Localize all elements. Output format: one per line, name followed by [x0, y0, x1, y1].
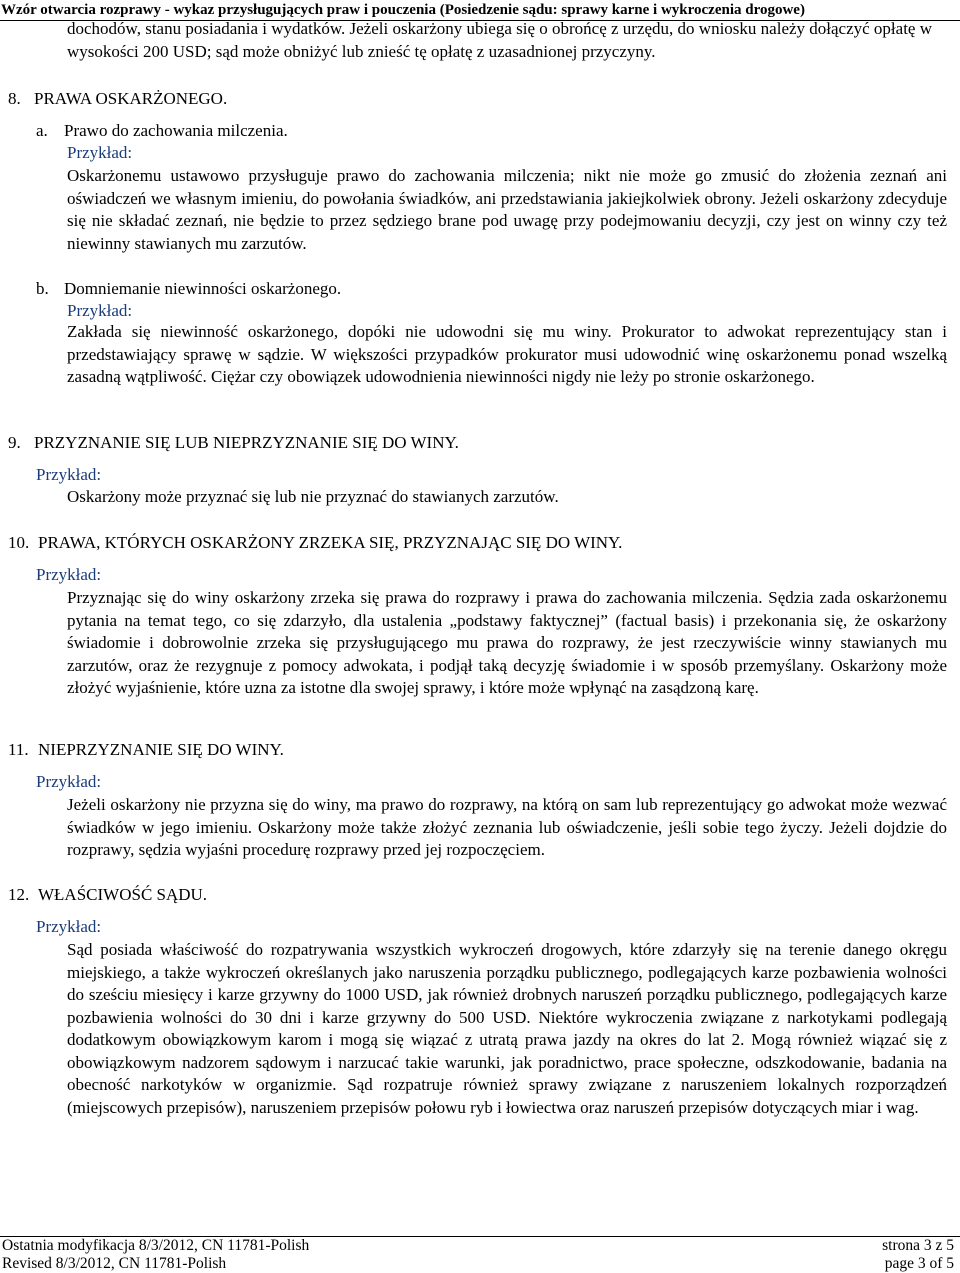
section-title: PRZYZNANIE SIĘ LUB NIEPRZYZNANIE SIĘ DO WINY. — [34, 433, 459, 452]
section-8-heading — [8, 88, 227, 110]
footer-revision-polish: Ostatnia modyfikacja 8/3/2012, CN 11781-Polish — [2, 1237, 310, 1254]
subsection-letter: b. — [36, 279, 49, 298]
example-label: Przykład: — [36, 465, 102, 484]
example-label: Przykład: — [36, 917, 102, 936]
example-label: Przykład: — [36, 565, 102, 584]
example-label: Przykład: — [36, 772, 102, 791]
section-number: 10. — [8, 533, 30, 552]
section-9-heading — [8, 432, 459, 454]
section-number: 11. — [8, 740, 29, 759]
section-11-text: Jeżeli oskarżony nie przyzna się do winy, ma prawo do rozprawy, na którą on sam lub reprezentujący go adwokat może wezwać świadków w jego imieniu. Oskarżony może także złożyć zeznania lub oświadczenie, jeśli sobie tego życzy. Jeżeli dojdzie do rozprawy, sędzia wyjaśni procedurę rozprawy przed jej rozpoczęciem. — [67, 795, 947, 859]
section-12-text: Sąd posiada właściwość do rozpatrywania wszystkich wykroczeń drogowych, które zdarzyły się na terenie danego okręgu miejskiego, a także wykroczeń określanych jako naruszenia porządku publicznego, podlegających karze pozbawienia wolności do sześciu miesięcy i karze grzywny do 1000 USD, jak również drobnych naruszeń porządku publicznego, podlegających karze pozbawienia wolności do 30 dni i karze grzywny do 500 USD. Niektóre wykroczenia związane z narkotykami podlegają dodatkowym obowiązkowym karom i mogą się wiązać z utratą prawa jazdy na okres do lat 2. Mogą również wiązać się z obowiązkowym nadzorem sądowym i narzucać takie warunki, jak poradnictwo, prace społeczne, odszkodowanie, badania na obecność narkotyków w organizmie. Sąd rozpatruje również sprawy związane z naruszeniem lokalnych rozporządzeń (miejscowych przepisów), naruszeniem przepisów połowu ryb i łowiectwa oraz naruszeń przepisów dotyczących miar i wag. — [67, 940, 947, 1117]
section-number: 12. — [8, 885, 30, 904]
section-title: NIEPRZYZNANIE SIĘ DO WINY. — [38, 740, 284, 759]
subsection-title: Prawo do zachowania milczenia. — [64, 121, 288, 140]
subsection-8a-heading — [36, 120, 288, 142]
document-title: Wzór otwarcia rozprawy - wykaz przysługujących praw i pouczenia (Posiedzenie sądu: sprawy karne i wykroczenia drogowe) — [1, 2, 805, 18]
intro-paragraph: dochodów, stanu posiadania i wydatków. Jeżeli oskarżony ubiega się o obrońcę z urzędu, do wniosku należy dołączyć opłatę w wysokości 200 USD; sąd może obniżyć lub znieść tę opłatę z uzasadnionej przyczyny. — [67, 19, 932, 61]
section-title: PRAWA, KTÓRYCH OSKARŻONY ZRZEKA SIĘ, PRZYZNAJĄC SIĘ DO WINY. — [38, 533, 623, 552]
footer-page-number — [754, 1237, 954, 1273]
footer-page-english: page 3 of 5 — [884, 1255, 954, 1272]
section-10-heading — [8, 532, 622, 554]
subsection-title: Domniemanie niewinności oskarżonego. — [64, 279, 342, 298]
section-number: 9. — [8, 433, 21, 452]
footer-page-polish: strona 3 z 5 — [882, 1237, 954, 1254]
subsection-8b-heading — [36, 278, 341, 300]
page-footer — [0, 1236, 960, 1273]
section-12-heading — [8, 884, 207, 906]
footer-revision-english: Revised 8/3/2012, CN 11781-Polish — [2, 1255, 227, 1272]
example-label: Przykład: — [67, 143, 133, 162]
section-11-heading — [8, 739, 284, 761]
section-8a-text: Oskarżonemu ustawowo przysługuje prawo do zachowania milczenia; nikt nie może go zmusić do złożenia zeznań ani oświadczeń we własnym imieniu, do powołania świadków, ani przedstawiania jakiejkolwiek obrony. Jeżeli oskarżony zdecyduje się nie składać zeznań, nie będzie to przez sędziego brane pod uwagę przy podejmowaniu decyzji, czy jest on winny czy też niewinny stawianych mu zarzutów. — [67, 166, 947, 253]
example-label: Przykład: — [67, 301, 133, 320]
section-title: PRAWA OSKARŻONEGO. — [34, 89, 228, 108]
section-8b-text: Zakłada się niewinność oskarżonego, dopóki nie udowodni się mu winy. Prokurator to adwokat reprezentujący stan i przedstawiający sprawę w sądzie. W większości przypadków prokurator musi udowodnić winę oskarżonemu ponad wszelką zasadną wątpliwość. Ciężar czy obowiązek udowodnienia niewinności nigdy nie leży po stronie oskarżonego. — [67, 322, 947, 386]
section-10-text: Przyznając się do winy oskarżony zrzeka się prawa do rozprawy i prawa do zachowania milczenia. Sędzia zada oskarżonemu pytania na temat tego, co się zdarzyło, dla ustalenia „podstawy faktycznej” (factual basis) i przekonania się, że oskarżony świadomie i dobrowolnie zrzeka się przysługującego mu prawa do rozprawy, że jest rzeczywiście winny stawianych mu zarzutów, oraz że rezygnuje z pomocy adwokata, i podjął taką decyzję świadomie i w sposób przemyślany. Oskarżony może złożyć wyjaśnienie, które uzna za istotne dla swojej sprawy, i które może wpłynąć na zasądzoną karę. — [67, 588, 947, 697]
footer-revision — [2, 1237, 602, 1273]
section-title: WŁAŚCIWOŚĆ SĄDU. — [38, 885, 208, 904]
section-9-text: Oskarżony może przyznać się lub nie przyznać do stawianych zarzutów. — [67, 487, 559, 506]
subsection-letter: a. — [36, 121, 48, 140]
section-number: 8. — [8, 89, 21, 108]
